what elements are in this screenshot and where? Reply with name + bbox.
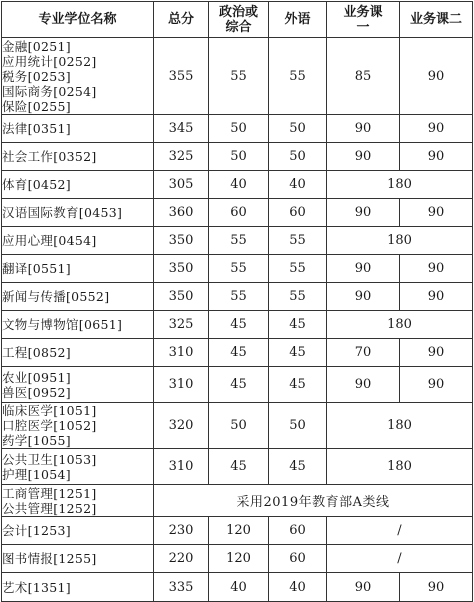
course-merged-score: 180 xyxy=(327,403,473,449)
table-body xyxy=(2,38,473,602)
table-row xyxy=(2,38,473,115)
degree-name-cell xyxy=(2,367,154,403)
course-merged-score: 180 xyxy=(327,311,473,339)
degree-name: 体育[0452] xyxy=(2,177,71,192)
degree-name: 税务[0253] xyxy=(2,68,71,84)
course1-score: 70 xyxy=(327,339,400,367)
degree-name-cell xyxy=(2,115,154,143)
total-score: 345 xyxy=(154,115,209,143)
course2-score: 90 xyxy=(400,367,473,403)
foreign-score: 55 xyxy=(269,283,327,311)
politics-score: 55 xyxy=(209,283,269,311)
foreign-score: 55 xyxy=(269,227,327,255)
foreign-score: 60 xyxy=(269,199,327,227)
course1-score: 90 xyxy=(327,199,400,227)
header-politics: 政治或 综合 xyxy=(209,2,269,38)
degree-name: 保险[0255] xyxy=(2,98,71,114)
course-merged-score: / xyxy=(327,517,473,545)
table-row xyxy=(2,115,473,143)
course2-score: 90 xyxy=(400,115,473,143)
degree-name-cell xyxy=(2,143,154,171)
table-row xyxy=(2,403,473,449)
degree-name: 翻译[0551] xyxy=(2,261,71,276)
degree-name-cell xyxy=(2,485,154,517)
table-row xyxy=(2,311,473,339)
politics-score: 50 xyxy=(209,403,269,449)
course-merged-score: 180 xyxy=(327,227,473,255)
politics-score: 45 xyxy=(209,449,269,485)
degree-name-cell xyxy=(2,573,154,602)
foreign-score: 40 xyxy=(269,573,327,602)
total-score: 310 xyxy=(154,449,209,485)
total-score: 310 xyxy=(154,339,209,367)
total-score: 310 xyxy=(154,367,209,403)
course1-score: 90 xyxy=(327,367,400,403)
foreign-score: 45 xyxy=(269,449,327,485)
course2-score: 90 xyxy=(400,143,473,171)
total-score: 350 xyxy=(154,255,209,283)
degree-name-cell xyxy=(2,38,154,115)
course-merged-score: / xyxy=(327,545,473,573)
degree-name-cell xyxy=(2,517,154,545)
degree-name: 国际商务[0254] xyxy=(2,83,97,99)
foreign-score: 50 xyxy=(269,403,327,449)
degree-name: 会计[1253] xyxy=(2,523,71,538)
foreign-score: 45 xyxy=(269,339,327,367)
table-row xyxy=(2,171,473,199)
degree-name-cell xyxy=(2,449,154,485)
total-score: 325 xyxy=(154,143,209,171)
degree-name: 文物与博物馆[0651] xyxy=(2,317,123,332)
politics-score: 55 xyxy=(209,38,269,115)
degree-name: 工程[0852] xyxy=(2,345,71,360)
table-row xyxy=(2,283,473,311)
degree-name: 新闻与传播[0552] xyxy=(2,289,110,304)
course1-score: 90 xyxy=(327,115,400,143)
course2-score: 90 xyxy=(400,573,473,602)
table-row xyxy=(2,517,473,545)
degree-name: 工商管理[1251] xyxy=(2,485,97,501)
table-row xyxy=(2,339,473,367)
degree-name-cell xyxy=(2,255,154,283)
foreign-score: 50 xyxy=(269,143,327,171)
table-row xyxy=(2,199,473,227)
degree-name-cell xyxy=(2,283,154,311)
total-score: 355 xyxy=(154,38,209,115)
foreign-score: 55 xyxy=(269,255,327,283)
degree-name: 汉语国际教育[0453] xyxy=(2,205,123,220)
total-score: 220 xyxy=(154,545,209,573)
foreign-score: 60 xyxy=(269,517,327,545)
degree-name: 法律[0351] xyxy=(2,121,71,136)
header-row xyxy=(2,2,473,38)
politics-score: 60 xyxy=(209,199,269,227)
foreign-score: 40 xyxy=(269,171,327,199)
politics-score: 50 xyxy=(209,115,269,143)
total-score: 320 xyxy=(154,403,209,449)
table-row xyxy=(2,485,473,517)
politics-score: 45 xyxy=(209,339,269,367)
header-total: 总分 xyxy=(154,2,209,38)
total-score: 335 xyxy=(154,573,209,602)
header-course2: 业务课二 xyxy=(400,2,473,38)
politics-score: 55 xyxy=(209,255,269,283)
politics-score: 40 xyxy=(209,573,269,602)
course1-score: 90 xyxy=(327,573,400,602)
degree-name-cell xyxy=(2,545,154,573)
degree-name: 公共卫生[1053] xyxy=(2,451,97,467)
degree-name: 药学[1055] xyxy=(2,433,71,448)
header-course1: 业务课 一 xyxy=(327,2,400,38)
course1-score: 85 xyxy=(327,38,400,115)
table-row xyxy=(2,227,473,255)
total-score: 360 xyxy=(154,199,209,227)
total-score: 325 xyxy=(154,311,209,339)
foreign-score: 55 xyxy=(269,38,327,115)
course2-score: 90 xyxy=(400,255,473,283)
course1-score: 90 xyxy=(327,255,400,283)
header-name: 专业学位名称 xyxy=(2,2,154,38)
degree-name-cell xyxy=(2,171,154,199)
total-score: 230 xyxy=(154,517,209,545)
degree-name-cell xyxy=(2,227,154,255)
table-row xyxy=(2,367,473,403)
degree-name: 应用心理[0454] xyxy=(2,233,97,248)
degree-name: 应用统计[0252] xyxy=(2,53,97,69)
table-row xyxy=(2,545,473,573)
total-score: 305 xyxy=(154,171,209,199)
degree-name-cell xyxy=(2,339,154,367)
total-score: 350 xyxy=(154,283,209,311)
politics-score: 40 xyxy=(209,171,269,199)
note-cell: 采用2019年教育部A类线 xyxy=(154,485,473,517)
course2-score: 90 xyxy=(400,339,473,367)
politics-score: 50 xyxy=(209,143,269,171)
course1-score: 90 xyxy=(327,283,400,311)
degree-name: 图书情报[1255] xyxy=(2,551,97,566)
foreign-score: 45 xyxy=(269,311,327,339)
politics-score: 55 xyxy=(209,227,269,255)
foreign-score: 45 xyxy=(269,367,327,403)
degree-name: 兽医[0952] xyxy=(2,384,71,400)
degree-name: 社会工作[0352] xyxy=(2,149,97,164)
foreign-score: 50 xyxy=(269,115,327,143)
degree-name-cell xyxy=(2,403,154,449)
course2-score: 90 xyxy=(400,283,473,311)
score-table xyxy=(1,1,473,602)
degree-name: 公共管理[1252] xyxy=(2,500,97,516)
header-foreign: 外语 xyxy=(269,2,327,38)
course2-score: 90 xyxy=(400,199,473,227)
course2-score: 90 xyxy=(400,38,473,115)
degree-name: 艺术[1351] xyxy=(2,579,71,595)
politics-score: 120 xyxy=(209,545,269,573)
politics-score: 45 xyxy=(209,311,269,339)
politics-score: 120 xyxy=(209,517,269,545)
politics-score: 45 xyxy=(209,367,269,403)
degree-name: 口腔医学[1052] xyxy=(2,418,97,433)
degree-name: 临床医学[1051] xyxy=(2,403,97,418)
course-merged-score: 180 xyxy=(327,449,473,485)
foreign-score: 60 xyxy=(269,545,327,573)
table-row xyxy=(2,255,473,283)
degree-name: 金融[0251] xyxy=(2,38,71,54)
total-score: 350 xyxy=(154,227,209,255)
table-row xyxy=(2,143,473,171)
course-merged-score: 180 xyxy=(327,171,473,199)
table-row xyxy=(2,573,473,602)
course1-score: 90 xyxy=(327,143,400,171)
degree-name-cell xyxy=(2,311,154,339)
degree-name-cell xyxy=(2,199,154,227)
degree-name: 护理[1054] xyxy=(2,466,71,482)
table-row xyxy=(2,449,473,485)
degree-name: 农业[0951] xyxy=(2,369,71,385)
